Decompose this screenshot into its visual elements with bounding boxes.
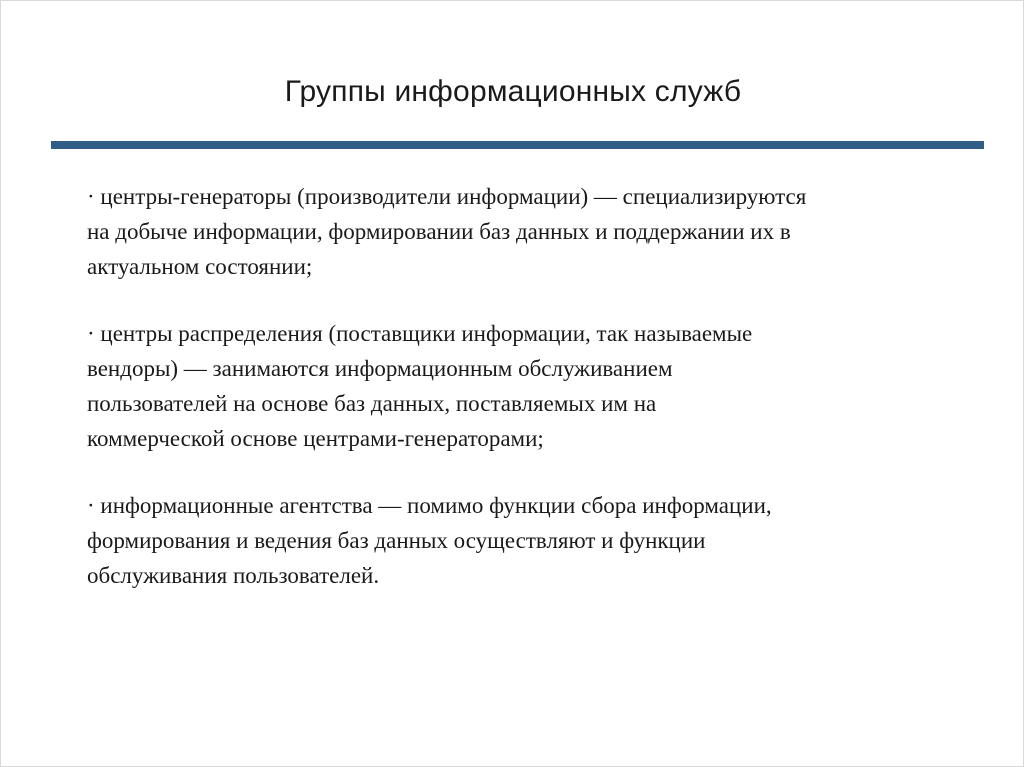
bullet-list <box>87 179 987 625</box>
slide-title: Группы информационных служб <box>284 75 742 108</box>
title-divider <box>51 141 984 149</box>
bullet-item-generators: · центры-генераторы (производители информации) — специализируются на добыче информации, формировании баз данных и поддержании их в актуальном состоянии; <box>87 184 807 279</box>
bullet-item-agencies: · информационные агентства — помимо функции сбора информации, формирования и ведения баз данных осуществляют и функции обслуживания пользователей. <box>87 493 772 588</box>
bullet-item-distributors: · центры распределения (поставщики информации, так называемые вендоры) — занимаются информационным обслуживанием пользователей на основе баз данных, поставляемых им на коммерческой основе центрами-генераторами; <box>87 321 753 451</box>
